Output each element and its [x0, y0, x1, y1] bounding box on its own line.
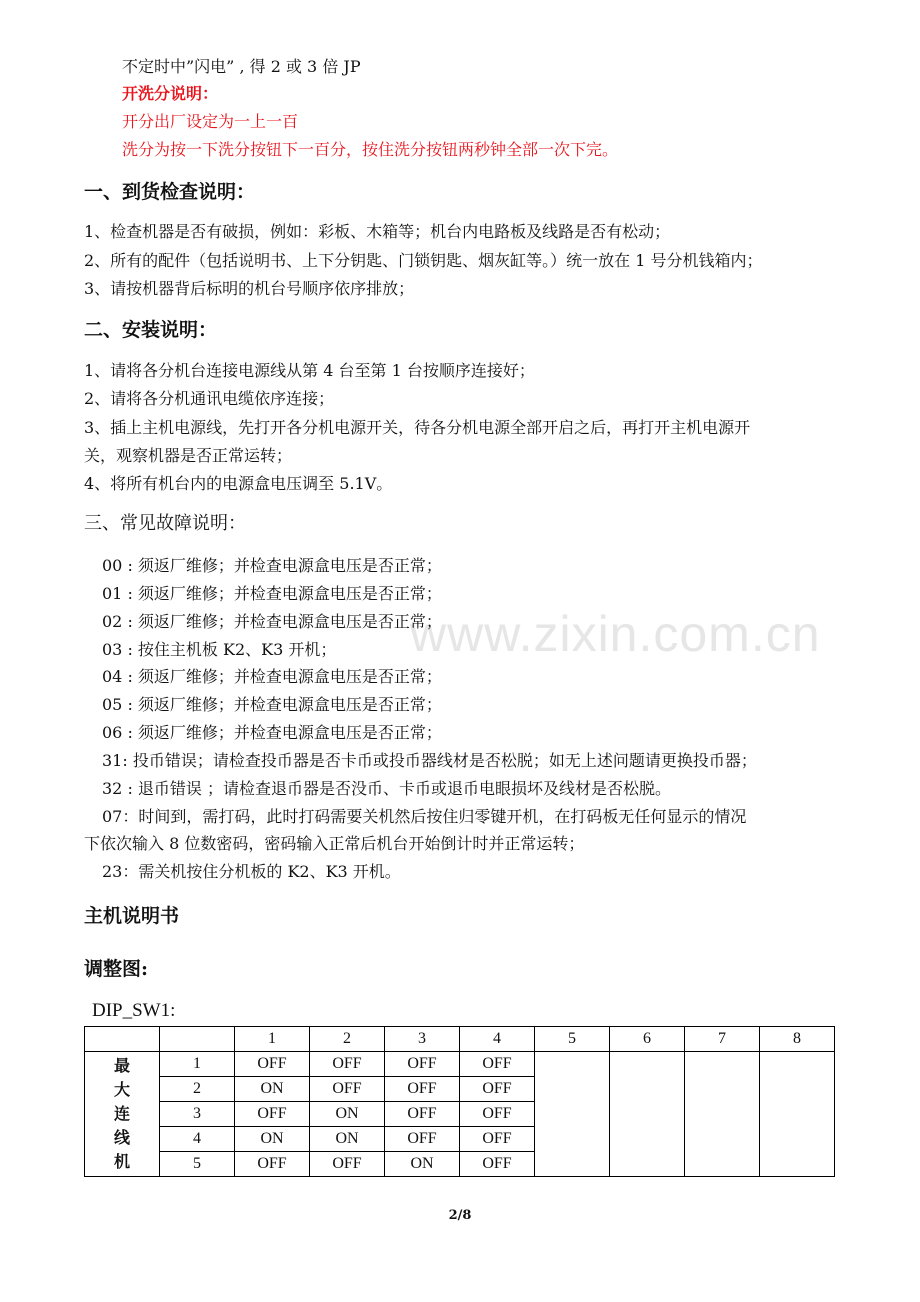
intro-line-2: 开分出厂设定为一上一百	[122, 112, 299, 131]
fault-item: 02 : 须返厂维修；并检查电源盒电压是否正常；	[102, 612, 442, 631]
fault-item: 01 : 须返厂维修；并检查电源盒电压是否正常；	[102, 584, 442, 603]
column-header: 5	[535, 1027, 610, 1052]
switch-value: ON	[235, 1127, 310, 1152]
section-3-title: 三、常见故障说明：	[84, 513, 246, 534]
switch-value: OFF	[235, 1152, 310, 1177]
dip-switch-table	[84, 1026, 835, 1177]
section-1-title: 一、到货检查说明：	[84, 181, 256, 203]
column-header: 8	[760, 1027, 835, 1052]
intro-line-3: 洗分为按一下洗分按钮下一百分，按住洗分按钮两秒钟全部一次下完。	[122, 140, 619, 159]
section-1-item: 1、检查机器是否有破损，例如：彩板、木箱等；机台内电路板及线路是否有松动；	[84, 222, 671, 241]
section-2-item: 1、请将各分机台连接电源线从第 4 台至第 1 台按顺序连接好；	[84, 361, 535, 380]
section-2-title: 二、安装说明：	[84, 319, 218, 341]
column-header: 7	[685, 1027, 760, 1052]
section-2-item: 3、插上主机电源线，先打开各分机电源开关，待各分机电源全部开启之后，再打开主机电源开	[84, 418, 751, 437]
column-header: 1	[235, 1027, 310, 1052]
fault-item: 03 : 按住主机板 K2、K3 开机；	[102, 640, 337, 659]
switch-value: OFF	[385, 1127, 460, 1152]
column-header: 3	[385, 1027, 460, 1052]
header-cell	[85, 1027, 160, 1052]
fault-item: 06 : 须返厂维修；并检查电源盒电压是否正常；	[102, 723, 442, 742]
column-header: 4	[460, 1027, 535, 1052]
row-group-label	[85, 1052, 160, 1177]
section-2-item: 4、将所有机台内的电源盒电压调至 5.1V。	[84, 474, 393, 493]
row-number: 2	[160, 1077, 235, 1102]
switch-value: ON	[310, 1127, 385, 1152]
fault-item: 00 : 须返厂维修；并检查电源盒电压是否正常；	[102, 556, 442, 575]
switch-value: OFF	[235, 1102, 310, 1127]
section-2-item: 关，观察机器是否正常运转；	[84, 446, 293, 465]
switch-value: OFF	[235, 1052, 310, 1077]
table-header-row	[85, 1027, 835, 1052]
empty-column-cell	[760, 1052, 835, 1177]
row-label-char: 线	[113, 1128, 130, 1147]
empty-column-cell	[685, 1052, 760, 1177]
adjust-title: 调整图:	[84, 958, 149, 980]
fault-item: 07：时间到，需打码，此时打码需要关机然后按住归零键开机，在打码板无任何显示的情况	[102, 807, 747, 826]
row-number: 5	[160, 1152, 235, 1177]
header-cell	[160, 1027, 235, 1052]
fault-item: 23：需关机按住分机板的 K2、K3 开机。	[102, 862, 401, 881]
switch-value: OFF	[310, 1077, 385, 1102]
row-number: 1	[160, 1052, 235, 1077]
fault-item: 31: 投币错误；请检查投币器是否卡币或投币器线材是否松脱；如无上述问题请更换投币器；	[102, 751, 757, 770]
manual-title: 主机说明书	[84, 905, 180, 927]
switch-value: OFF	[460, 1127, 535, 1152]
empty-column-cell	[535, 1052, 610, 1177]
column-header: 6	[610, 1027, 685, 1052]
dip-switch-label: DIP_SW1:	[92, 1000, 176, 1021]
switch-value: OFF	[385, 1077, 460, 1102]
switch-value: OFF	[385, 1052, 460, 1077]
watermark: www.zixin.com.cn	[410, 606, 821, 662]
switch-value: OFF	[460, 1152, 535, 1177]
fault-item: 32 : 退币错误 ；请检查退币器是否没币、卡币或退币电眼损坏及线材是否松脱。	[102, 779, 672, 798]
switch-value: ON	[385, 1152, 460, 1177]
row-number: 4	[160, 1127, 235, 1152]
switch-value: OFF	[310, 1152, 385, 1177]
row-label-char: 机	[113, 1152, 130, 1171]
empty-column-cell	[610, 1052, 685, 1177]
switch-value: OFF	[460, 1077, 535, 1102]
fault-item: 04 : 须返厂维修；并检查电源盒电压是否正常；	[102, 667, 442, 686]
row-number: 3	[160, 1102, 235, 1127]
page-number: 2/8	[448, 1208, 472, 1223]
row-label-char: 连	[113, 1104, 130, 1123]
switch-value: OFF	[460, 1052, 535, 1077]
switch-value: ON	[235, 1077, 310, 1102]
fault-item: 05 : 须返厂维修；并检查电源盒电压是否正常；	[102, 695, 442, 714]
section-2-item: 2、请将各分机通讯电缆依序连接；	[84, 389, 335, 408]
intro-line-1: 不定时中”闪电” , 得 2 或 3 倍 JP	[122, 57, 361, 76]
section-1-item: 3、请按机器背后标明的机台号顺序依序排放；	[84, 279, 415, 298]
table-row	[85, 1052, 835, 1077]
switch-value: OFF	[460, 1102, 535, 1127]
row-label-char: 大	[113, 1080, 130, 1099]
row-label-char: 最	[113, 1056, 130, 1075]
wash-score-heading: 开洗分说明：	[122, 84, 219, 103]
section-1-item: 2、所有的配件（包括说明书、上下分钥匙、门锁钥匙、烟灰缸等。）统一放在 1 号分机钱箱内；	[84, 251, 763, 270]
switch-value: OFF	[310, 1052, 385, 1077]
fault-item: 下依次输入 8 位数密码，密码输入正常后机台开始倒计时并正常运转；	[84, 834, 585, 853]
switch-value: ON	[310, 1102, 385, 1127]
switch-value: OFF	[385, 1102, 460, 1127]
column-header: 2	[310, 1027, 385, 1052]
